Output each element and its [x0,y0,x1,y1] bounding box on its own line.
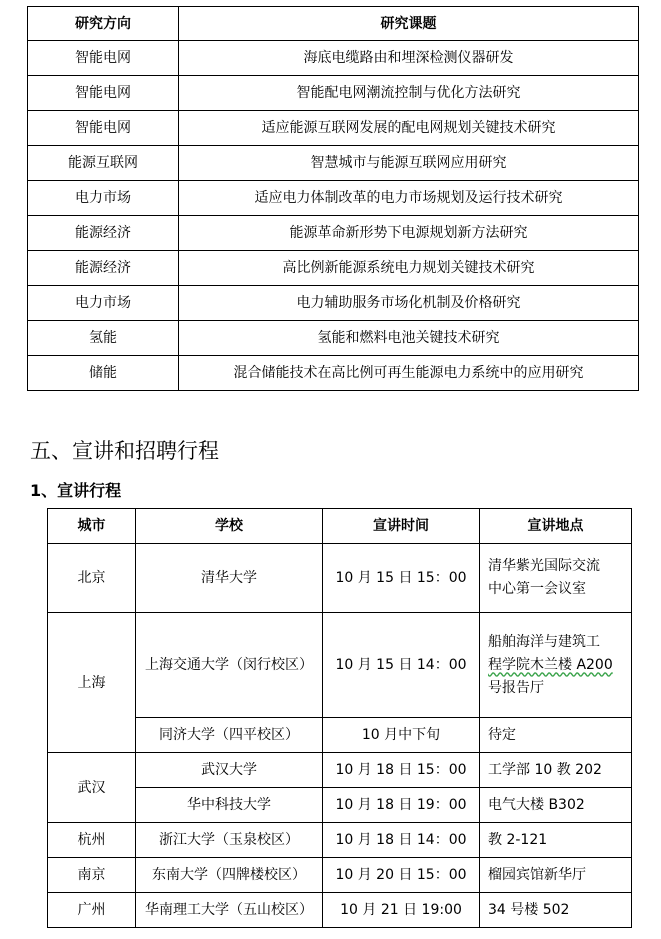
location-cell: 工学部 10 教 202 [480,753,632,788]
header-direction: 研究方向 [28,7,179,41]
school-cell: 浙江大学（玉泉校区） [136,823,323,858]
time-cell: 10 月中下旬 [323,718,480,753]
city-cell: 南京 [48,858,136,893]
direction-cell: 电力市场 [28,181,179,216]
table-row [48,788,632,823]
table-row [28,286,639,321]
location-line: 号报告厅 [488,679,544,696]
table-row [28,216,639,251]
table-row [48,544,632,613]
location-cell [480,544,632,613]
city-cell: 武汉 [48,753,136,823]
location-cell [480,613,632,718]
header-school: 学校 [136,509,323,544]
direction-cell: 智能电网 [28,76,179,111]
table-row [48,718,632,753]
time-cell: 10 月 20 日 15：00 [323,858,480,893]
table-header-row [48,509,632,544]
table-row [28,41,639,76]
topic-cell: 能源革命新形势下电源规划新方法研究 [179,216,639,251]
header-time: 宣讲时间 [323,509,480,544]
direction-cell: 储能 [28,356,179,391]
table-row [28,111,639,146]
time-cell: 10 月 15 日 15：00 [323,544,480,613]
city-cell: 北京 [48,544,136,613]
direction-cell: 能源经济 [28,216,179,251]
location-line: 船舶海洋与建筑工 [488,633,600,650]
table-row [28,251,639,286]
table-row [48,823,632,858]
presentation-schedule-table [47,508,632,928]
table-header-row [28,7,639,41]
city-cell: 广州 [48,893,136,928]
time-cell: 10 月 18 日 19：00 [323,788,480,823]
location-cell: 榴园宾馆新华厅 [480,858,632,893]
direction-cell: 能源经济 [28,251,179,286]
school-cell: 同济大学（四平校区） [136,718,323,753]
location-cell: 34 号楼 502 [480,893,632,928]
topic-cell: 海底电缆路由和埋深检测仪器研发 [179,41,639,76]
school-cell: 华南理工大学（五山校区） [136,893,323,928]
topic-cell: 智慧城市与能源互联网应用研究 [179,146,639,181]
table-row [28,356,639,391]
direction-cell: 智能电网 [28,111,179,146]
section-heading: 五、宣讲和招聘行程 [30,439,219,463]
table-row [28,76,639,111]
table-row [48,613,632,718]
time-cell: 10 月 15 日 14：00 [323,613,480,718]
direction-cell: 电力市场 [28,286,179,321]
city-cell: 杭州 [48,823,136,858]
topic-cell: 混合储能技术在高比例可再生能源电力系统中的应用研究 [179,356,639,391]
table-row [48,893,632,928]
header-topic: 研究课题 [179,7,639,41]
direction-cell: 氢能 [28,321,179,356]
time-cell: 10 月 21 日 19:00 [323,893,480,928]
research-topics-table [27,6,639,391]
school-cell: 武汉大学 [136,753,323,788]
location-line: 清华紫光国际交流 [488,558,600,574]
topic-cell: 氢能和燃料电池关键技术研究 [179,321,639,356]
topic-cell: 适应能源互联网发展的配电网规划关键技术研究 [179,111,639,146]
direction-cell: 智能电网 [28,41,179,76]
header-location: 宣讲地点 [480,509,632,544]
time-cell: 10 月 18 日 15：00 [323,753,480,788]
table-row [28,321,639,356]
subsection-heading: 1、宣讲行程 [30,481,122,500]
topic-cell: 高比例新能源系统电力规划关键技术研究 [179,251,639,286]
table-row [28,146,639,181]
location-line: 中心第一会议室 [488,581,586,597]
topic-cell: 电力辅助服务市场化机制及价格研究 [179,286,639,321]
school-cell: 上海交通大学（闵行校区） [136,613,323,718]
direction-cell: 能源互联网 [28,146,179,181]
city-cell: 上海 [48,613,136,753]
location-cell: 待定 [480,718,632,753]
table-row [48,858,632,893]
table-row [48,753,632,788]
location-line: 程学院木兰楼 A200 [488,656,613,673]
topic-cell: 智能配电网潮流控制与优化方法研究 [179,76,639,111]
school-cell: 清华大学 [136,544,323,613]
school-cell: 东南大学（四牌楼校区） [136,858,323,893]
header-city: 城市 [48,509,136,544]
time-cell: 10 月 18 日 14：00 [323,823,480,858]
school-cell: 华中科技大学 [136,788,323,823]
location-cell: 电气大楼 B302 [480,788,632,823]
location-cell: 教 2-121 [480,823,632,858]
table-row [28,181,639,216]
topic-cell: 适应电力体制改革的电力市场规划及运行技术研究 [179,181,639,216]
